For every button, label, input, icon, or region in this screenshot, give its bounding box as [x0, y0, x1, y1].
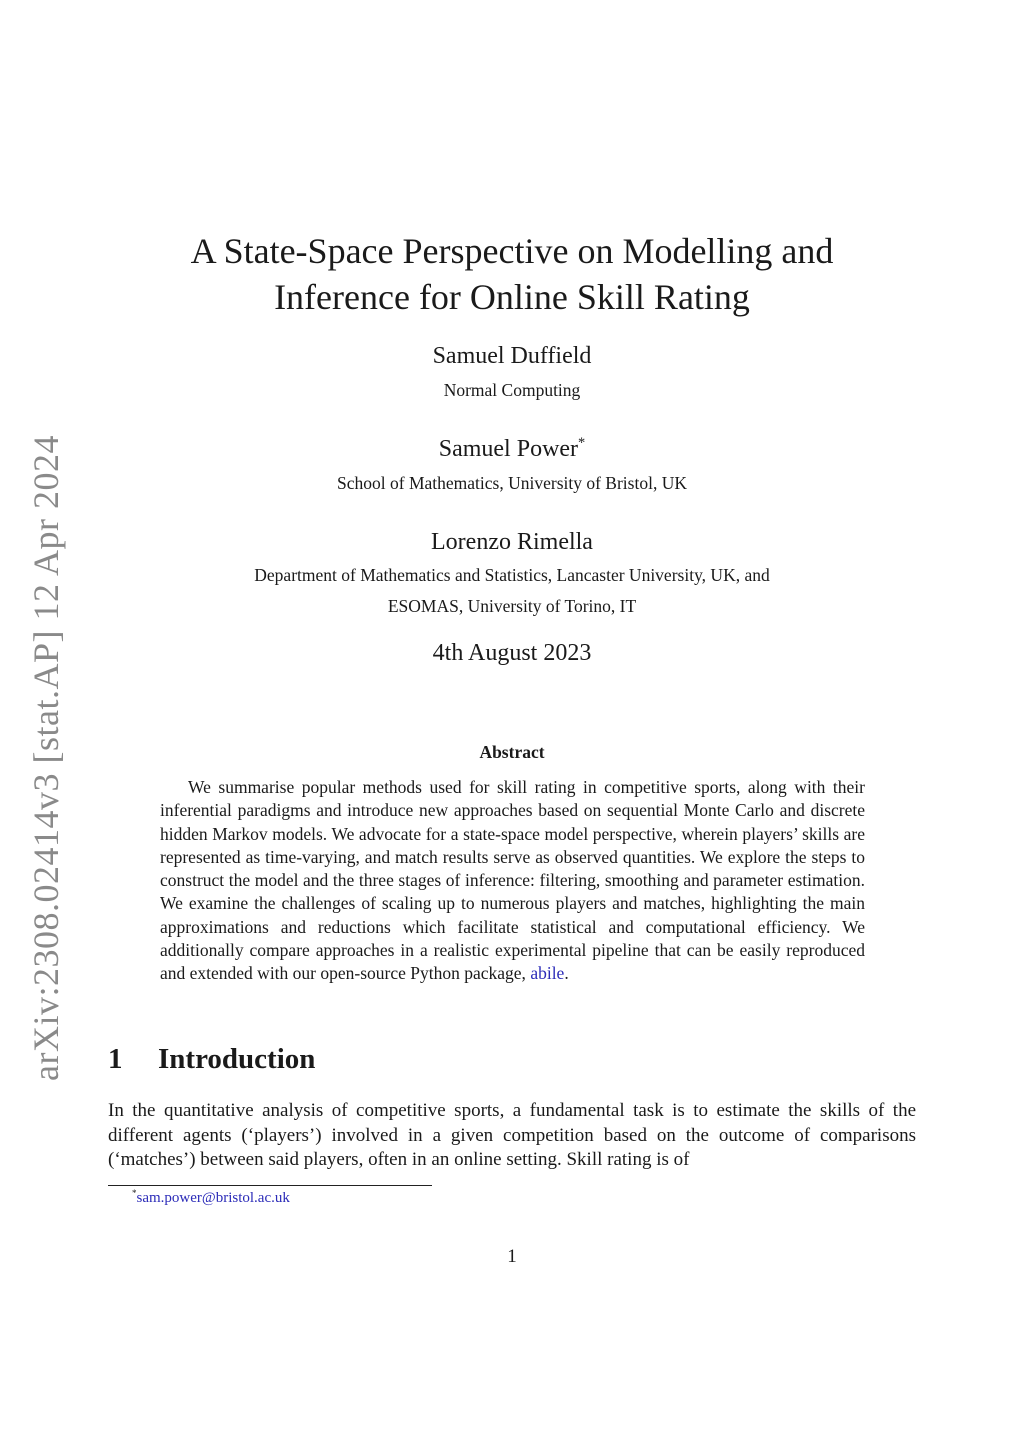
author-affiliation-2: School of Mathematics, University of Bristol, UK [337, 473, 687, 493]
section-heading-introduction [108, 1043, 315, 1076]
abstract-body [160, 776, 865, 986]
footnote [132, 1190, 290, 1207]
author-affiliation-1: Normal Computing [443, 380, 581, 400]
section-title: Introduction [158, 1043, 316, 1075]
paper-title [0, 228, 1024, 320]
abstract-text: We summarise popular methods used for skill rating in competitive sports, along with their inferential paradigms and introduce new approaches based on sequential Monte Carlo and discrete hidden Markov models. We advocate for a state-space model perspective, wherein players’ skills are represented as time-varying, and match results serve as observed quantities. We explore the steps to construct the model and the three stages of inference: filtering, smoothing and parameter estimation. We examine the challenges of scaling up to numerous players and matches, highlighting the main approximations and reductions which facilitate statistical and computational efficiency. We additionally compare approaches in a realistic experimental pipeline that can be easily reproduced and extended with our open-source Python package, [160, 777, 865, 984]
abstract-heading: Abstract [479, 742, 545, 762]
author-name-2 [0, 436, 1024, 463]
page-number: 1 [507, 1246, 517, 1267]
title-line-1: A State-Space Perspective on Modelling and [190, 231, 834, 271]
footnote-divider [108, 1185, 432, 1186]
author-affiliation-3-line-2: ESOMAS, University of Torino, IT [387, 596, 637, 616]
author-name-1: Samuel Duffield [432, 343, 592, 369]
abstract-end: . [564, 963, 569, 984]
title-line-2: Inference for Online Skill Rating [274, 277, 750, 317]
arxiv-identifier-stamp: arXiv:2308.02414v3 [stat.AP] 12 Apr 2024 [26, 435, 66, 1081]
author-name-3: Lorenzo Rimella [431, 529, 593, 555]
author-email-link[interactable]: sam.power@bristol.ac.uk [136, 1190, 290, 1206]
introduction-paragraph: In the quantitative analysis of competitive sports, a fundamental task is to estimate the skills of the different agents (‘players’) involved in a given competition based on the outcome of comparisons (‘matches’) between said players, often in an online setting. Skill rating is of [108, 1100, 916, 1170]
footnote-mark: * [132, 1188, 137, 1198]
section-number: 1 [108, 1043, 123, 1075]
author-name-2-text: Samuel Power [438, 436, 579, 462]
author-affiliation-3-line-1: Department of Mathematics and Statistics, Lancaster University, UK, and [254, 565, 770, 585]
paper-date: 4th August 2023 [432, 640, 592, 666]
abile-package-link[interactable]: abile [530, 963, 565, 984]
footnote-marker: * [578, 435, 586, 451]
